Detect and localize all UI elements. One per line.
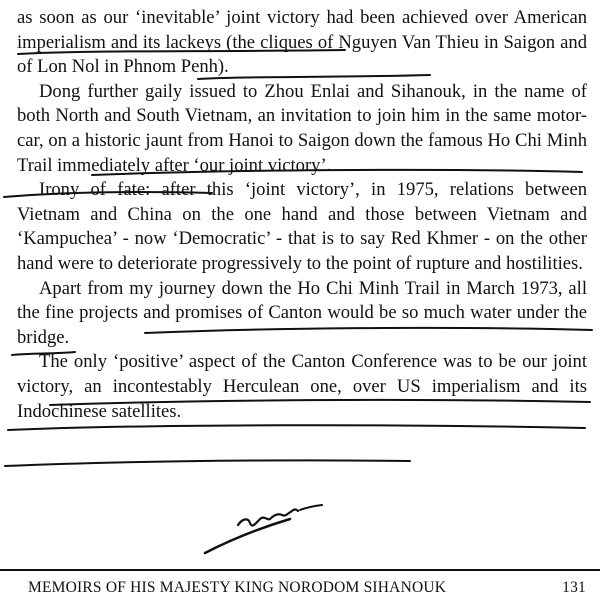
footer-book-title: MEMOIRS OF HIS MAJESTY KING NORODOM SIHANOUK bbox=[28, 579, 447, 596]
underline-joint-victory-herculean bbox=[8, 425, 585, 430]
underline-end-of-paragraph bbox=[5, 460, 410, 466]
page-footer bbox=[28, 579, 586, 597]
handwritten-signature-icon bbox=[190, 495, 340, 565]
paragraph-1: as soon as our ‘inevitable’ joint victory had been achieved over American imperialism and its lackeys (the cliques of Nguyen Van Thieu in Saigon and of Lon Nol in Phnom Penh). bbox=[17, 7, 587, 78]
paragraph-2: Dong further gaily issued to Zhou Enlai and Sihanouk, in the name of both North and South Vietnam, an invitation to join him in the same motor-car, on a historic jaunt from Hanoi to Saigon down the famous Ho Chi Minh Trail immediately after ‘our joint victory’. bbox=[17, 80, 587, 176]
body-text bbox=[17, 6, 587, 424]
paragraph-3: Irony of fate: after this ‘joint victory’, in 1975, relations between Vietnam and China on the one hand and those between Vietnam and ‘Kampuchea’ - now ‘Democratic’ - that is to say Red Khmer - on the other hand were to deteriorate progressively to the point of rupture and hostilities. bbox=[17, 179, 587, 274]
paragraph-4: Apart from my journey down the Ho Chi Minh Trail in March 1973, all the fine projects and promises of Canton would be so much water under the bridge. bbox=[17, 277, 587, 348]
footer-divider bbox=[0, 569, 600, 571]
paragraph-5: The only ‘positive’ aspect of the Canton Conference was to be our joint victory, an incontestably Herculean one, over US imperialism and its Indochinese satellites. bbox=[17, 351, 587, 422]
footer-page-number: 131 bbox=[562, 579, 586, 596]
